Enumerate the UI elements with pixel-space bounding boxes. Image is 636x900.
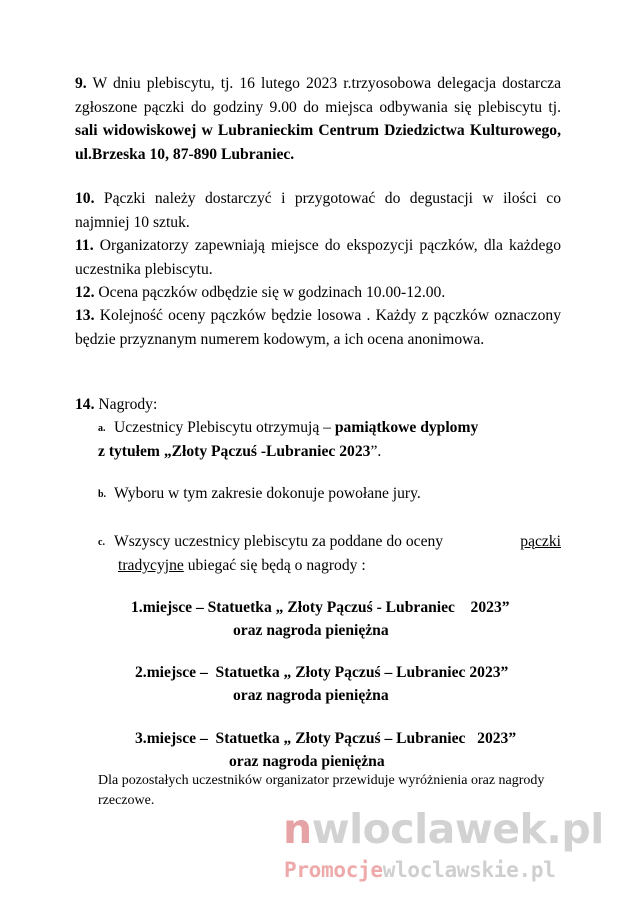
list-text: ubiegać się będą o nagrody : (183, 557, 366, 574)
paragraph-13 (75, 304, 561, 351)
list-marker: a. (98, 423, 106, 434)
list-text: Wyboru w tym zakresie dokonuje powołane jury. (114, 485, 421, 502)
watermark-logo: nwloclawek.pl (283, 805, 604, 853)
paragraph-text: Ocena pączków odbędzie się w godzinach 10.00-12.00. (94, 284, 446, 301)
list-text: Wszyscy uczestnicy plebiscytu za poddane do oceny (114, 533, 444, 550)
prize-2-cash: oraz nagroda pieniężna (233, 687, 389, 704)
list-text: Uczestnicy Plebiscytu otrzymują – (114, 419, 335, 436)
paragraph-12 (75, 281, 561, 305)
list-marker: b. (98, 489, 107, 500)
list-item-b (98, 482, 538, 506)
prize-1-cash: oraz nagroda pieniężna (233, 622, 389, 639)
venue-address: sali widowiskowej w Lubranieckim Centrum Dziedzictwa Kulturowego, ul.Brzeska 10, 87-890 Lubraniec. (75, 122, 561, 163)
paragraph-10 (75, 187, 561, 234)
paragraph-text: Kolejność oceny pączków będzie losowa . Każdy z pączków oznaczony będzie przyznanym numerem kodowym, a ich ocena anonimowa. (75, 307, 561, 348)
paragraph-number: 14. (75, 396, 95, 413)
paragraph-number: 11. (75, 237, 94, 254)
paragraph-number: 10. (75, 190, 95, 207)
paragraph-text: Pączki należy dostarczyć i przygotować do degustacji w ilości co najmniej 10 sztuk. (75, 190, 561, 231)
list-item-a (98, 416, 538, 463)
watermark-subtitle: Promocjewloclawskie.pl (284, 858, 556, 882)
paragraph-11 (75, 234, 561, 281)
list-bold: pamiątkowe dyplomy (334, 419, 479, 436)
paragraph-9 (75, 72, 561, 166)
paragraph-number: 9. (75, 75, 87, 92)
paragraph-text: Nagrody: (94, 396, 158, 413)
paragraph-text: W dniu plebiscytu, tj. 16 lutego 2023 r.trzyosobowa delegacja dostarcza zgłoszone pączki do godziny 9.00 do miejsca odbywania się plebiscytu tj. (75, 75, 561, 116)
prize-1-title: 1.miejsce – Statuetka „ Złoty Pączuś - Lubraniec 2023” (131, 599, 510, 616)
list-marker: c. (98, 537, 105, 548)
list-text: ”. (370, 443, 382, 460)
closing-note: Dla pozostałych uczestników organizator przewiduje wyróżnienia oraz nagrody rzeczowe. (98, 773, 545, 808)
paragraph-number: 13. (75, 307, 95, 324)
underlined-text: pączki (520, 533, 561, 550)
prize-3-cash: oraz nagroda pieniężna (229, 753, 385, 770)
paragraph-number: 12. (75, 284, 95, 301)
list-bold: z tytułem „Złoty Pączuś -Lubraniec 2023 (98, 443, 371, 460)
paragraph-text: Organizatorzy zapewniają miejsce do ekspozycji pączków, dla każdego uczestnika plebiscytu. (75, 237, 561, 278)
prize-2-title: 2.miejsce – Statuetka „ Złoty Pączuś – Lubraniec 2023” (135, 664, 509, 681)
prize-3-title: 3.miejsce – Statuetka „ Złoty Pączuś – Lubraniec 2023” (135, 730, 517, 747)
underlined-text: tradycyjne (118, 557, 184, 574)
list-item-c (98, 530, 561, 577)
paragraph-14 (75, 393, 561, 417)
